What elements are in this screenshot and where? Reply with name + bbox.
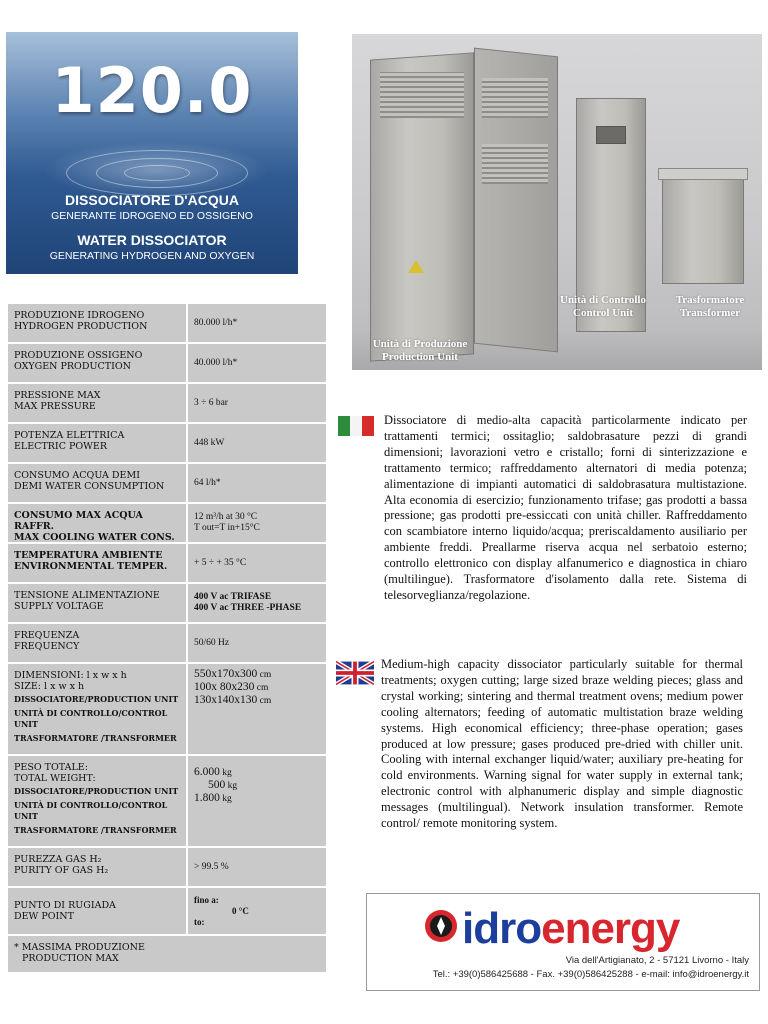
ripple-ring bbox=[124, 165, 190, 181]
model-number: 120.0 bbox=[51, 54, 253, 127]
spec-table bbox=[8, 304, 326, 974]
company-emblem-icon bbox=[423, 908, 459, 944]
spec-row-temperature: TEMPERATURA AMBIENTE ENVIRONMENTAL TEMPER. + 5 ÷ + 35 °C bbox=[8, 544, 326, 582]
spec-row-footnote: * MASSIMA PRODUZIONE PRODUCTION MAX bbox=[8, 936, 326, 972]
subtitle-it: GENERANTE IDROGENO ED OSSIGENO bbox=[51, 210, 253, 222]
vent-grille bbox=[380, 72, 464, 118]
product-photo bbox=[352, 34, 762, 370]
label-transformer: Trasformatore Transformer bbox=[675, 294, 745, 319]
description-english: Medium-high capacity dissociator particularly suitable for thermal treatments; oxygen cutting; large sized braze welding pieces; glass and crystal working; sintering and thermal treatment ovens; medium power cooling alternators; feeding of automatic multistation braze welding systems. High economical efficiency; three-phase operation; gases produced at low pressure; gases produced pre-dried with chiller unit. Cooling with internal exchanger liquid/water; auxiliary pre-heating for cold environments. Warning signal for water supply in external tank; electronic control with alphanumeric display and simple diagnostic messages (multilingual). Network insulation transformer. Remote control/ remote monitoring system. bbox=[381, 657, 743, 831]
company-logo-box bbox=[366, 893, 760, 991]
company-name: idroenergy bbox=[462, 904, 680, 953]
spec-row-hydrogen: PRODUZIONE IDROGENO HYDROGEN PRODUCTION 80.000 l/h* bbox=[8, 304, 326, 342]
subtitle-en: GENERATING HYDROGEN AND OXYGEN bbox=[49, 250, 255, 262]
spec-row-water: CONSUMO ACQUA DEMI DEMI WATER CONSUMPTION 64 l/h* bbox=[8, 464, 326, 502]
transformer-lid bbox=[658, 168, 748, 180]
label-production-unit: Unità di Produzione Production Unit bbox=[372, 338, 468, 363]
warning-sign-icon bbox=[408, 260, 424, 273]
uk-flag-icon bbox=[336, 661, 374, 685]
spec-row-weight: PESO TOTALE: TOTAL WEIGHT: DISSOCIATORE/PRODUCTION UNIT UNITÀ DI CONTROLLO/CONTROL UNIT TRASFORMATORE /TRANSFORMER 6.000 kg 500 kg 1.800 kg bbox=[8, 756, 326, 846]
title-banner bbox=[6, 32, 298, 274]
transformer-unit bbox=[662, 172, 744, 284]
spec-row-purity: PUREZZA GAS H₂ PURITY OF GAS H₂ > 99.5 % bbox=[8, 848, 326, 886]
description-italian: Dissociatore di medio-alta capacità particolarmente indicato per trattamenti termici; ossitaglio; saldobrasature pezzi di grandi dimensioni; lavorazioni vetro e cristallo; forni di sinterizzazione e trattamento termico; raffreddamento alternatori di media potenza; alimentazione di impianti automatici di saldobrasatura multistazione. Alta economia di esercizio; funzionamento trifase; gas prodotti a bassa pressione; gas prodotti pre-essiccati con unità chiller. Raffreddamento con scambiatore interno liquido/acqua; preriscaldamento ausiliario per ambiente freddi. Preallarme riserva acqua nel serbatoio esterno; controllo elettronico con display alfanumerico e diagnostica in chiaro (multilingue). Trasformatore d'isolamento dalla rete. Sistema di telesorveglianza/regolazione. bbox=[384, 413, 747, 602]
spec-row-frequency: FREQUENZA FREQUENCY 50/60 Hz bbox=[8, 624, 326, 662]
italian-flag-icon bbox=[338, 416, 374, 436]
vent-grille bbox=[482, 144, 548, 184]
spec-row-power: POTENZA ELETTRICA ELECTRIC POWER 448 kW bbox=[8, 424, 326, 462]
spec-row-dimensions: DIMENSIONI: l x w x h SIZE: l x w x h DISSOCIATORE/PRODUCTION UNIT UNITÀ DI CONTROLLO/CONTROL UNIT TRASFORMATORE /TRANSFORMER 550x170x300 cm 100x 80x230 cm 130x140x130 cm bbox=[8, 664, 326, 754]
spec-row-oxygen: PRODUZIONE OSSIGENO OXYGEN PRODUCTION 40.000 l/h* bbox=[8, 344, 326, 382]
control-display bbox=[596, 126, 626, 144]
title-en: WATER DISSOCIATOR bbox=[77, 232, 227, 248]
spec-row-pressure: PRESSIONE MAX MAX PRESSURE 3 ÷ 6 bar bbox=[8, 384, 326, 422]
label-control-unit: Unità di Controllo Control Unit bbox=[560, 294, 646, 319]
spec-row-voltage: TENSIONE ALIMENTAZIONE SUPPLY VOLTAGE 400 V ac TRIFASE 400 V ac THREE -PHASE bbox=[8, 584, 326, 622]
spec-row-cooling: CONSUMO MAX ACQUA RAFFR. MAX COOLING WATER CONS. 12 m³/h at 30 °C T out=T in+15°C bbox=[8, 504, 326, 542]
title-it: DISSOCIATORE D'ACQUA bbox=[65, 192, 239, 208]
spec-row-dewpoint: PUNTO DI RUGIADA DEW POINT fino a: 0 °C to: bbox=[8, 888, 326, 934]
company-address: Via dell'Artigianato, 2 - 57121 Livorno - Italy bbox=[565, 955, 749, 966]
vent-grille bbox=[482, 78, 548, 118]
company-contacts: Tel.: +39(0)586425688 - Fax. +39(0)586425288 - e-mail: info@idroenergy.it bbox=[432, 969, 749, 980]
